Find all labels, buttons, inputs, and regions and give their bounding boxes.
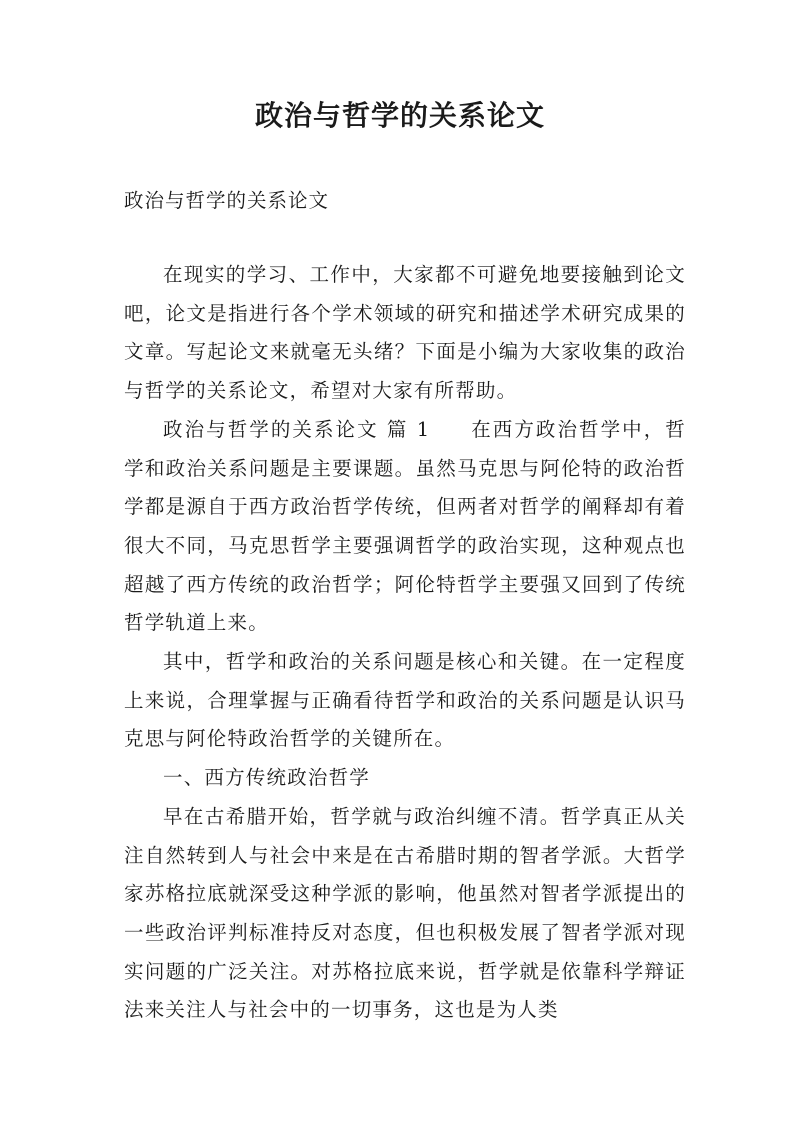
section-paragraph [124,411,686,643]
body-paragraph: 早在古希腊开始，哲学就与政治纠缠不清。哲学真正从关注自然转到人与社会中来是在古希腊时期的智者学派。大哲学家苏格拉底就深受这种学派的影响，他虽然对智者学派提出的一些政治评判标准持反对态度，但也积极发展了智者学派对现实问题的广泛关注。对苏格拉底来说，哲学就是依靠科学辩证法来关注人与社会中的一切事务，这也是为人类 [124,804,686,1022]
section-heading: 政治与哲学的关系论文 [163,417,379,441]
section-text: 在西方政治哲学中，哲学和政治关系问题是主要课题。虽然马克思与阿伦特的政治哲学都是源自于西方政治哲学传统，但两者对哲学的阐释却有着很大不同，马克思哲学主要强调哲学的政治实现，这种观点也超越了西方传统的政治哲学；阿伦特哲学主要强又回到了传统哲学轨道上来。 [124,417,686,635]
document-title: 政治与哲学的关系论文 [254,99,545,132]
section-number: 篇 1 [386,417,431,441]
section-heading-west: 一、西方传统政治哲学 [163,766,371,790]
intro-paragraph: 在现实的学习、工作中，大家都不可避免地要接触到论文吧，论文是指进行各个学术领域的研究和描述学术研究成果的文章。写起论文来就毫无头绪？下面是小编为大家收集的政治与哲学的关系论文，希望对大家有所帮助。 [124,263,686,403]
document-body [124,256,686,1030]
body-paragraph: 其中，哲学和政治的关系问题是核心和关键。在一定程度上来说，合理掌握与正确看待哲学和政治的关系问题是认识马克思与阿伦特政治哲学的关键所在。 [124,650,686,751]
document-subtitle: 政治与哲学的关系论文 [124,189,330,212]
